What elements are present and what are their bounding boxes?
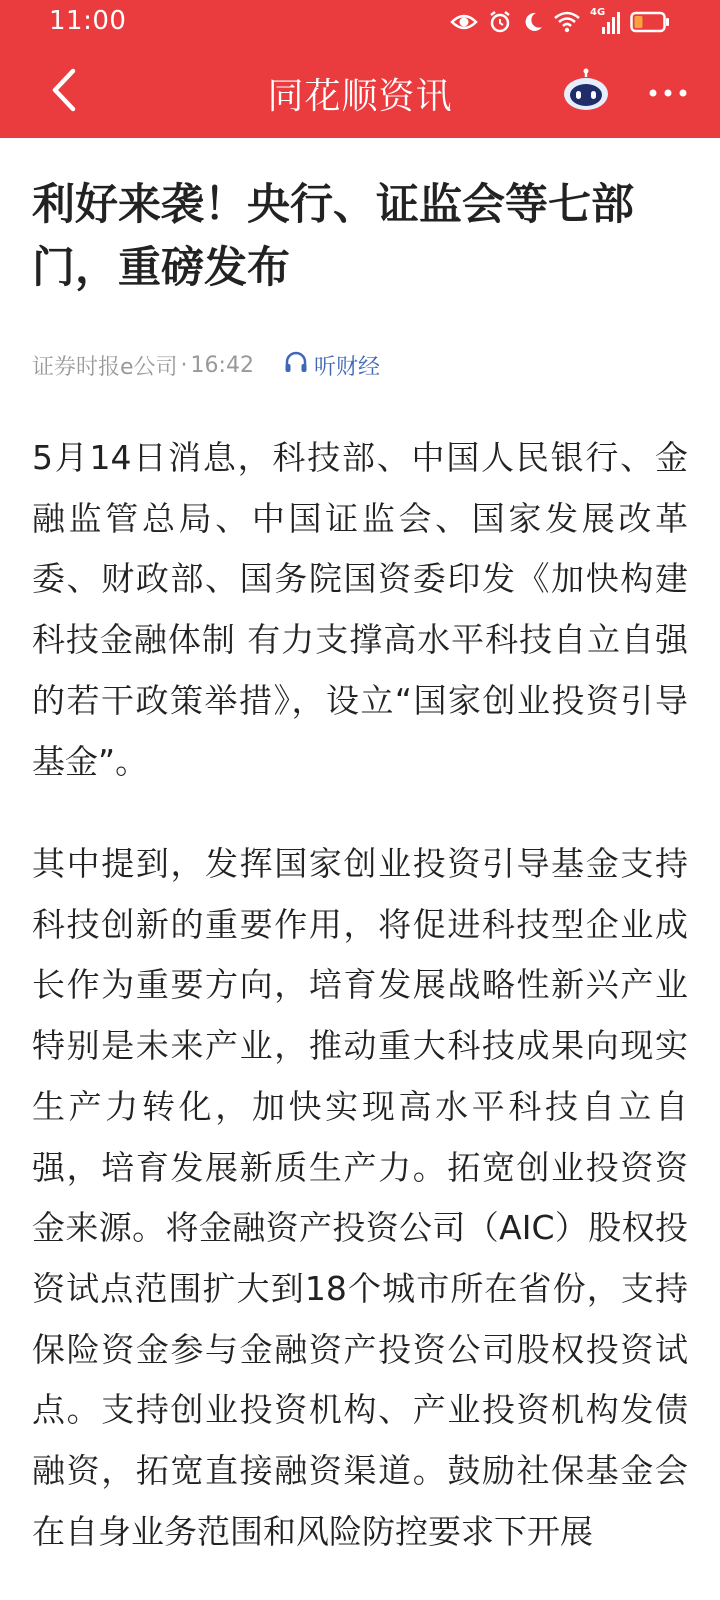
eye-icon bbox=[450, 12, 478, 32]
assistant-button[interactable] bbox=[558, 64, 614, 120]
wifi-icon bbox=[554, 11, 580, 33]
article-paragraph: 5月14日消息，科技部、中国人民银行、金融监管总局、中国证监会、国家发展改革委、财政部、国务院国资委印发《加快构建科技金融体制 有力支撑高水平科技自立自强的若干政策举措》，设立“国家创业投资引导基金”。 bbox=[32, 438, 688, 781]
article-paragraph: 其中提到，发挥国家创业投资引导基金支持科技创新的重要作用，将促进科技型企业成长作为重要方向，培育发展战略性新兴产业特别是未来产业，推动重大科技成果向现实生产力转化，加快实现高水平科技自立自强，培育发展新质生产力。拓宽创业投资资金来源。将金融资产投资公司（AIC）股权投资试点范围扩大到18个城市所在省份，支持保险资金参与金融资产投资公司股权投资试点。支持创业投资机构、产业投资机构发债融资，拓宽直接融资渠道。鼓励社保基金会在自身业务范围和风险防控要求下开展 bbox=[32, 844, 688, 1551]
app-header bbox=[0, 0, 720, 138]
more-dots-icon bbox=[648, 83, 688, 102]
article-source: 证券时报e公司 bbox=[32, 354, 178, 380]
status-bar bbox=[0, 0, 720, 46]
listen-button[interactable] bbox=[284, 350, 380, 381]
meta-separator: · bbox=[180, 352, 188, 378]
listen-label: 听财经 bbox=[313, 354, 380, 380]
status-time: 11:00 bbox=[49, 6, 127, 36]
status-icons bbox=[450, 8, 670, 36]
robot-assistant-icon bbox=[562, 68, 610, 116]
nav-bar bbox=[0, 46, 720, 138]
battery-icon bbox=[630, 11, 670, 33]
article-time: 16:42 bbox=[190, 352, 254, 378]
chevron-left-icon bbox=[49, 68, 79, 116]
page-title: 同花顺资讯 bbox=[267, 76, 453, 117]
moon-icon bbox=[522, 11, 544, 33]
signal-icon bbox=[590, 9, 620, 35]
network-type: 4G bbox=[590, 7, 606, 18]
article-meta bbox=[32, 348, 380, 382]
article-title: 利好来袭！央行、证监会等七部门，重磅发布 bbox=[32, 180, 634, 293]
headphones-icon bbox=[284, 351, 314, 379]
alarm-icon bbox=[488, 10, 512, 34]
back-button[interactable] bbox=[36, 64, 92, 120]
more-button[interactable] bbox=[640, 64, 696, 120]
article-content[interactable] bbox=[0, 138, 720, 1600]
